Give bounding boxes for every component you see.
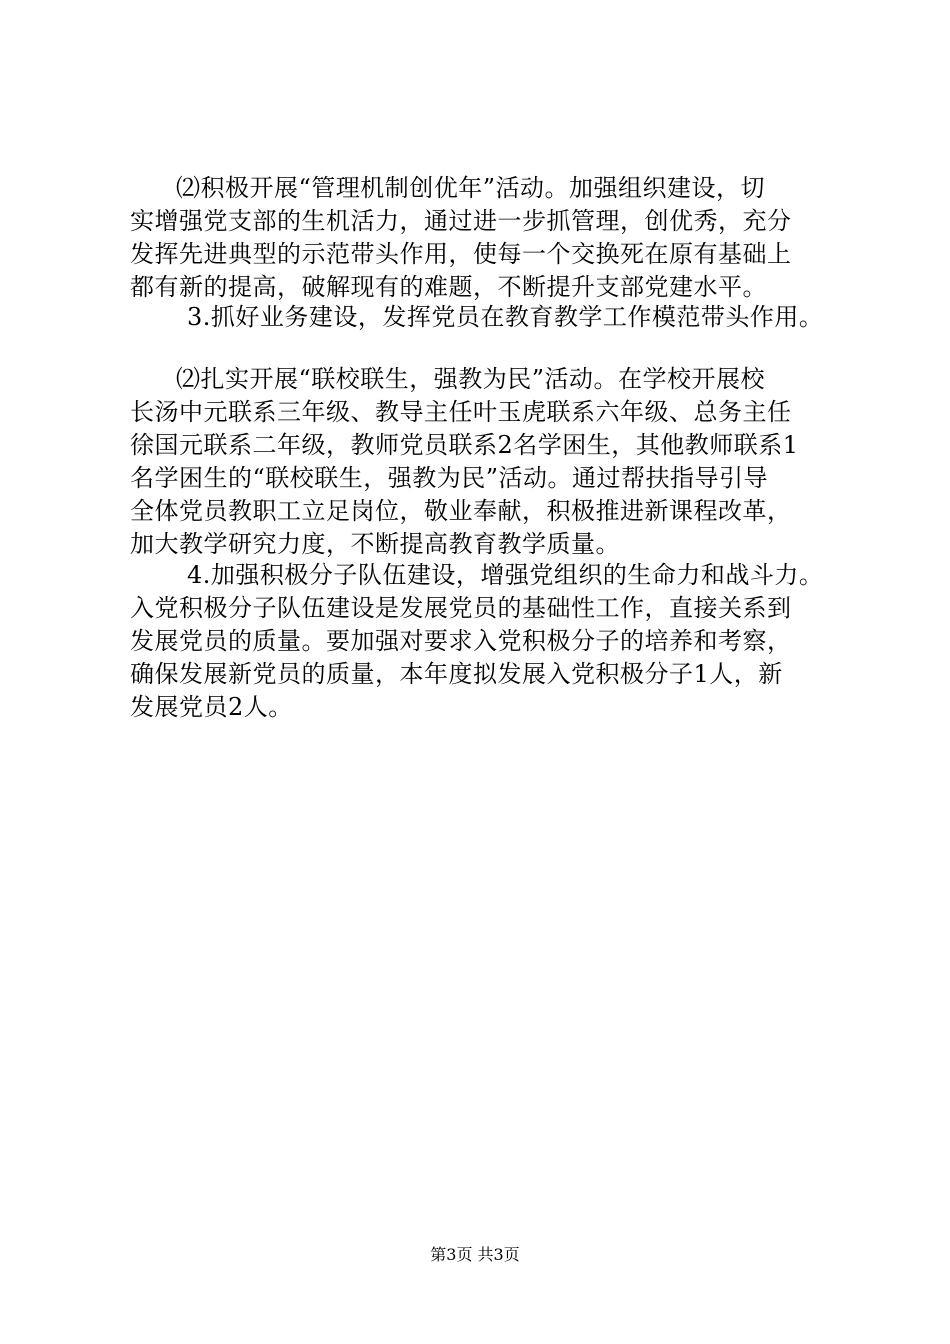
page-footer: 第3页 共3页: [430, 1245, 520, 1264]
paragraph-3-line-1: 入党积极分子队伍建设是发展党员的基础性工作，直接关系到: [130, 594, 792, 622]
paragraph-3-line-2: 发展党员的质量。要加强对要求入党积极分子的培养和考察，: [130, 627, 792, 655]
paragraph-2-line-6: 加大教学研究力度，不断提高教育教学质量。: [130, 530, 620, 558]
paragraph-2-line-2: 长汤中元联系三年级、教导主任叶玉虎联系六年级、总务主任: [130, 398, 792, 426]
paragraph-3-line-3: 确保发展新党员的质量，本年度拟发展入党积极分子1人，新: [130, 660, 783, 688]
section-heading-3: 3.抓好业务建设，发挥党员在教育教学工作模范带头作用。: [187, 303, 824, 331]
paragraph-2-line-3: 徐国元联系二年级，教师党员联系2名学困生，其他教师联系1: [130, 431, 799, 459]
paragraph-1-line-3: 发挥先进典型的示范带头作用，使每一个交换死在原有基础上: [130, 240, 792, 268]
paragraph-3-line-4: 发展党员2人。: [130, 693, 293, 721]
paragraph-2-line-1: ⑵扎实开展“联校联生，强教为民”活动。在学校开展校: [176, 365, 766, 393]
paragraph-1-line-1: ⑵积极开展“管理机制创优年”活动。加强组织建设，切: [176, 174, 766, 202]
paragraph-2-line-4: 名学困生的“联校联生，强教为民”活动。通过帮扶指导引导: [130, 464, 769, 492]
paragraph-2-line-5: 全体党员教职工立足岗位，敬业奉献，积极推进新课程改革，: [130, 497, 792, 525]
paragraph-1-line-4: 都有新的提高，破解现有的难题，不断提升支部党建水平。: [130, 273, 767, 301]
paragraph-1-line-2: 实增强党支部的生机活力，通过进一步抓管理，创优秀，充分: [130, 207, 792, 235]
section-heading-4: 4.加强积极分子队伍建设，增强党组织的生命力和战斗力。: [187, 561, 824, 589]
